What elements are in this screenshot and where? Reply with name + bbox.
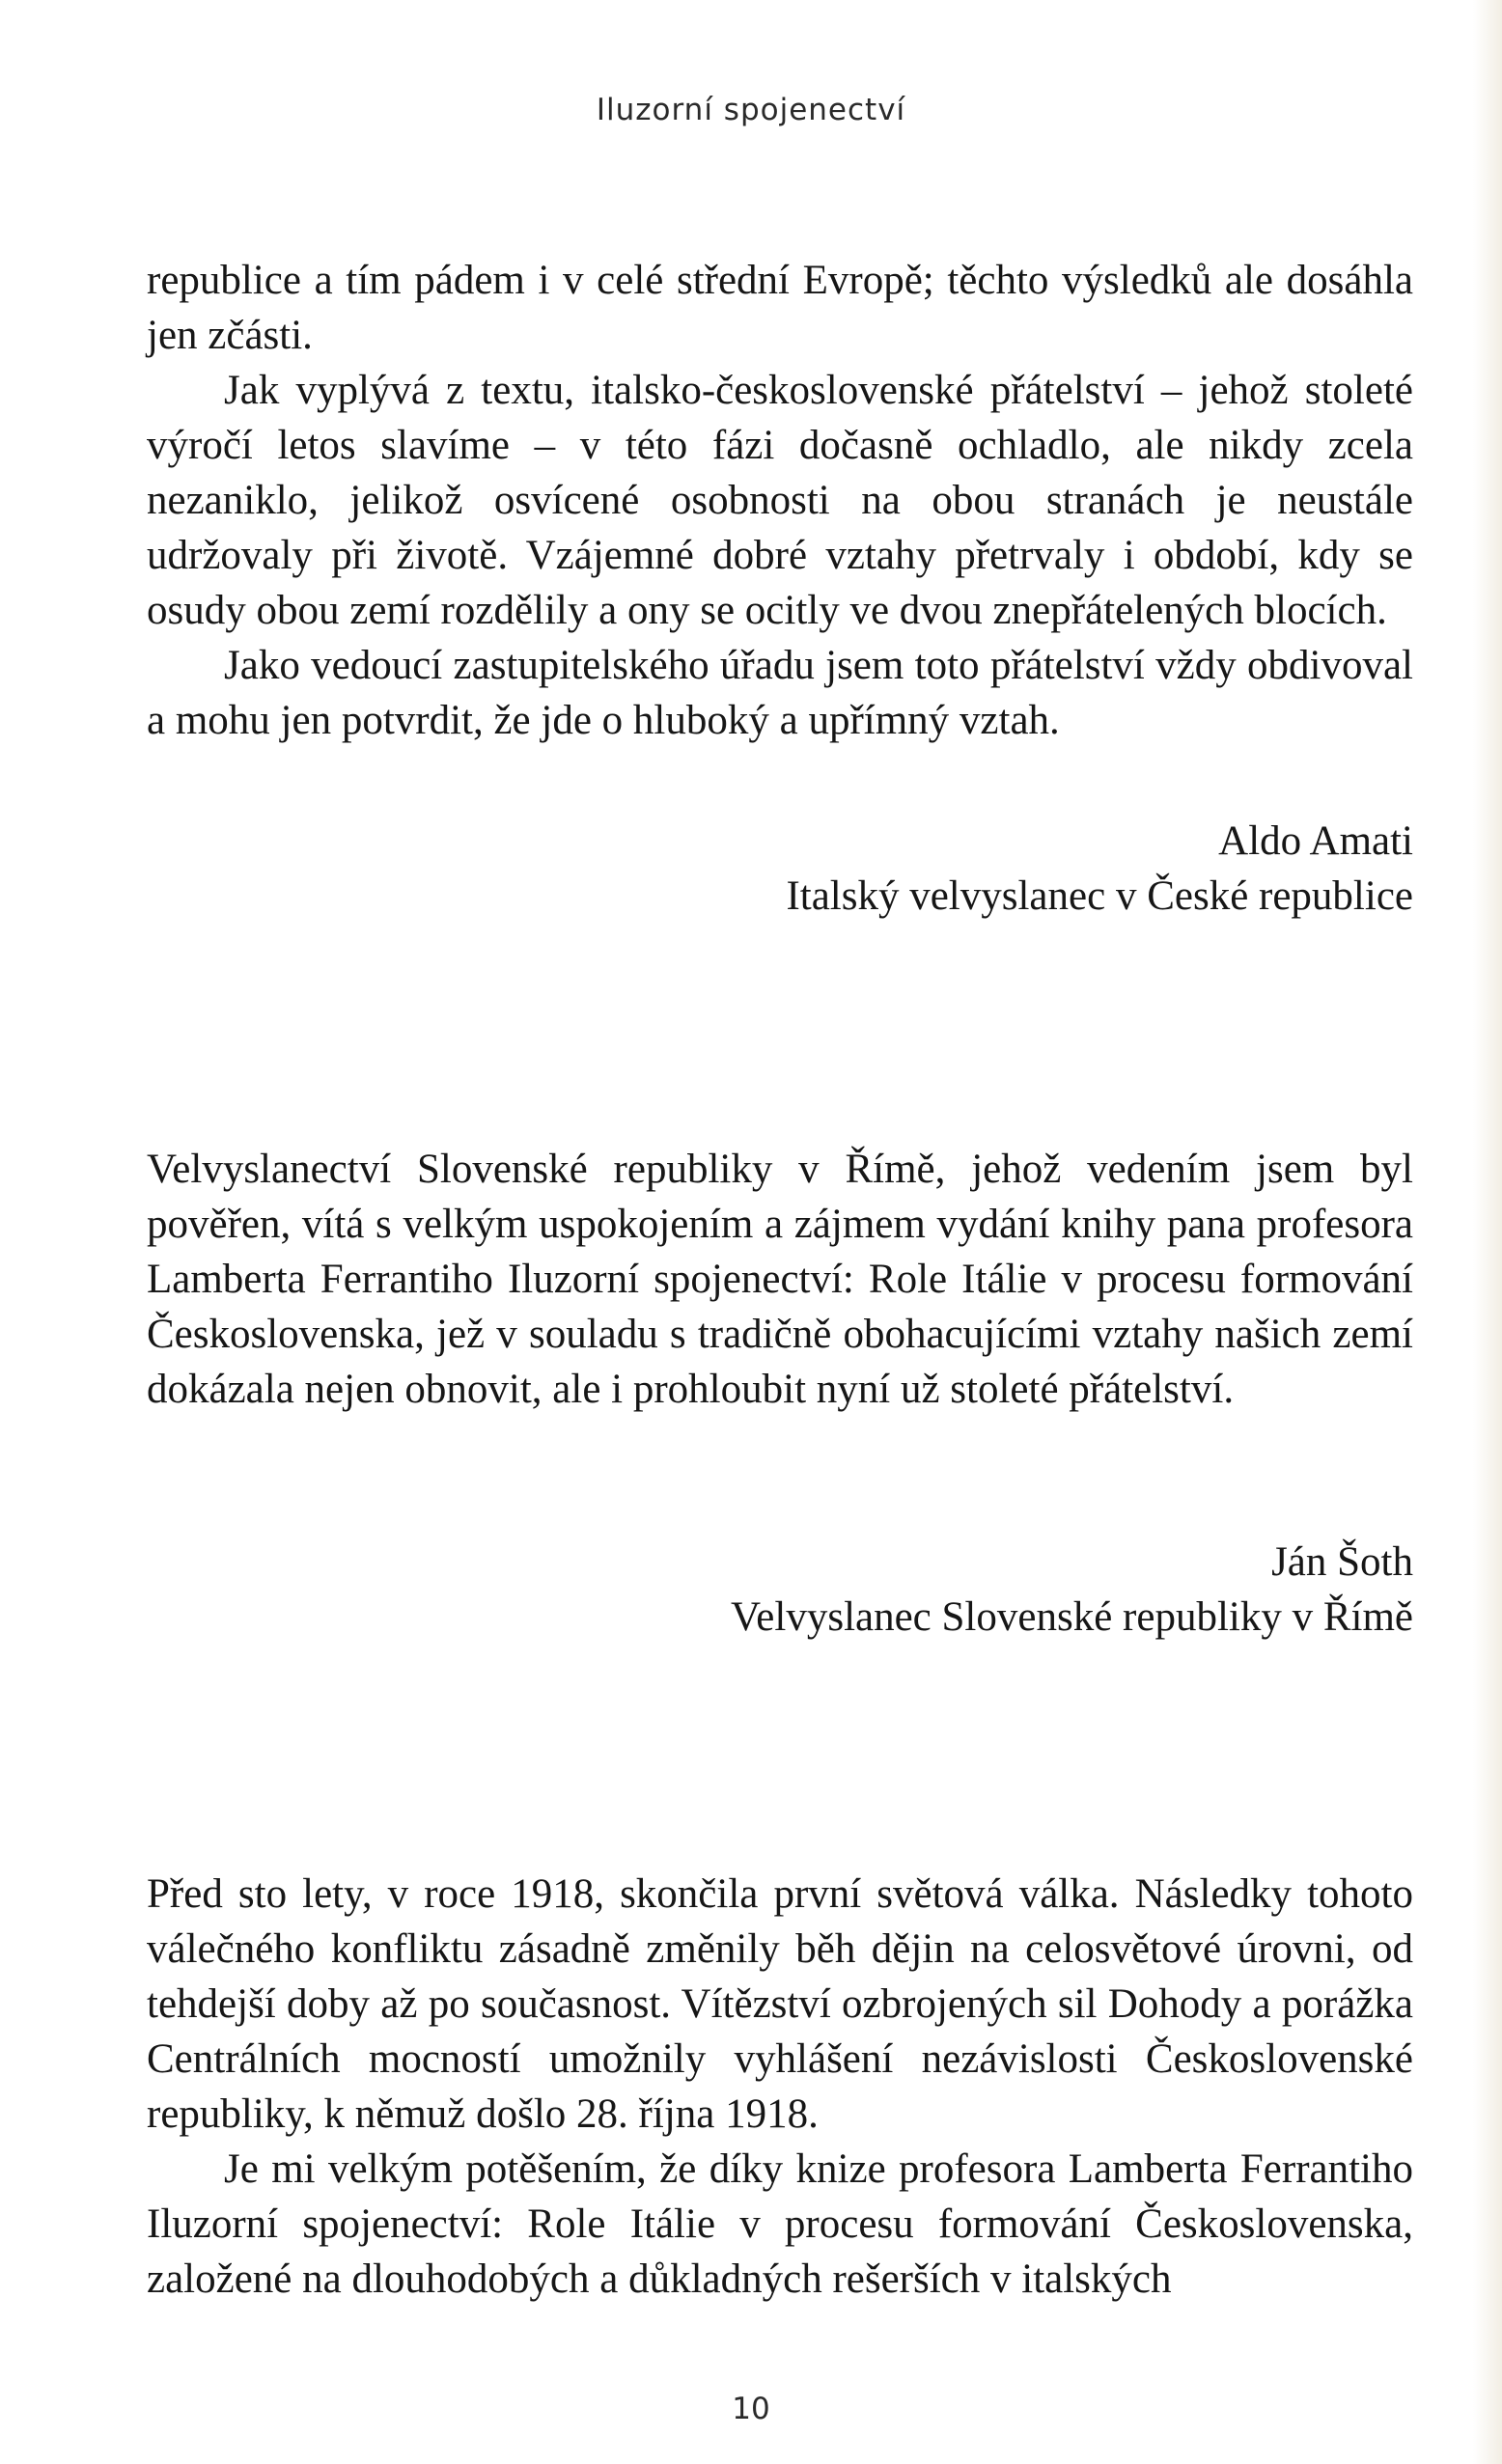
signature-name: Ján Šoth: [1271, 1539, 1413, 1585]
section-3-text: [147, 1867, 1413, 2307]
signature-name: Aldo Amati: [1218, 818, 1413, 864]
section-1-text: [147, 253, 1413, 748]
signature-role: Velvyslanec Slovenské republiky v Římě: [731, 1594, 1413, 1640]
paragraph: republice a tím pádem i v celé střední Evropě; těchto výsledků ale dosáhla jen zčásti.: [147, 258, 1413, 358]
paragraph: Velvyslanectví Slovenské republiky v Římě, jehož vedením jsem byl pověřen, vítá s velkým uspokojením a zájmem vydání knihy pana profesora Lamberta Ferrantiho Iluzorní spojenectví: Role Itálie v procesu formování Československa, jež v souladu s tradičně obohacujícími vztahy našich zemí dokázala nejen obnovit, ale i prohloubit nyní už stoleté přátelství.: [147, 1147, 1413, 1412]
section-1-signature: [147, 814, 1413, 924]
section-2-signature: [147, 1535, 1413, 1645]
paragraph: Jako vedoucí zastupitelského úřadu jsem toto přátelství vždy obdivoval a mohu jen potvrdit, že jde o hluboký a upřímný vztah.: [147, 643, 1413, 743]
paragraph: Před sto lety, v roce 1918, skončila první světová válka. Následky tohoto válečného konfliktu zásadně změnily běh dějin na celosvětové úrovni, od tehdejší doby až po současnost. Vítězství ozbrojených sil Dohody a porážka Centrálních mocností umožnily vyhlášení nezávislosti Československé republiky, k němuž došlo 28. října 1918.: [147, 1871, 1413, 2137]
page-number: 10: [732, 2392, 770, 2426]
running-head: Iluzorní spojenectví: [596, 93, 906, 127]
section-2-text: [147, 1142, 1413, 1417]
signature-role: Italský velvyslanec v České republice: [786, 873, 1413, 919]
paragraph: Jak vyplývá z textu, italsko-československé přátelství – jehož stoleté výročí letos slavíme – v této fázi dočasně ochladlo, ale nikdy zcela nezaniklo, jelikož osvícené osobnosti na obou stranách je neustále udržovaly při životě. Vzájemné dobré vztahy přetrvaly i období, kdy se osudy obou zemí rozdělily a ony se ocitly ve dvou znepřátelených blocích.: [147, 368, 1413, 633]
page-edge: [1473, 0, 1502, 2464]
paragraph: Je mi velkým potěšením, že díky knize profesora Lamberta Ferrantiho Iluzorní spojenectví: Role Itálie v procesu formování Československa, založené na dlouhodobých a důkladných rešerších v italských: [147, 2146, 1413, 2302]
